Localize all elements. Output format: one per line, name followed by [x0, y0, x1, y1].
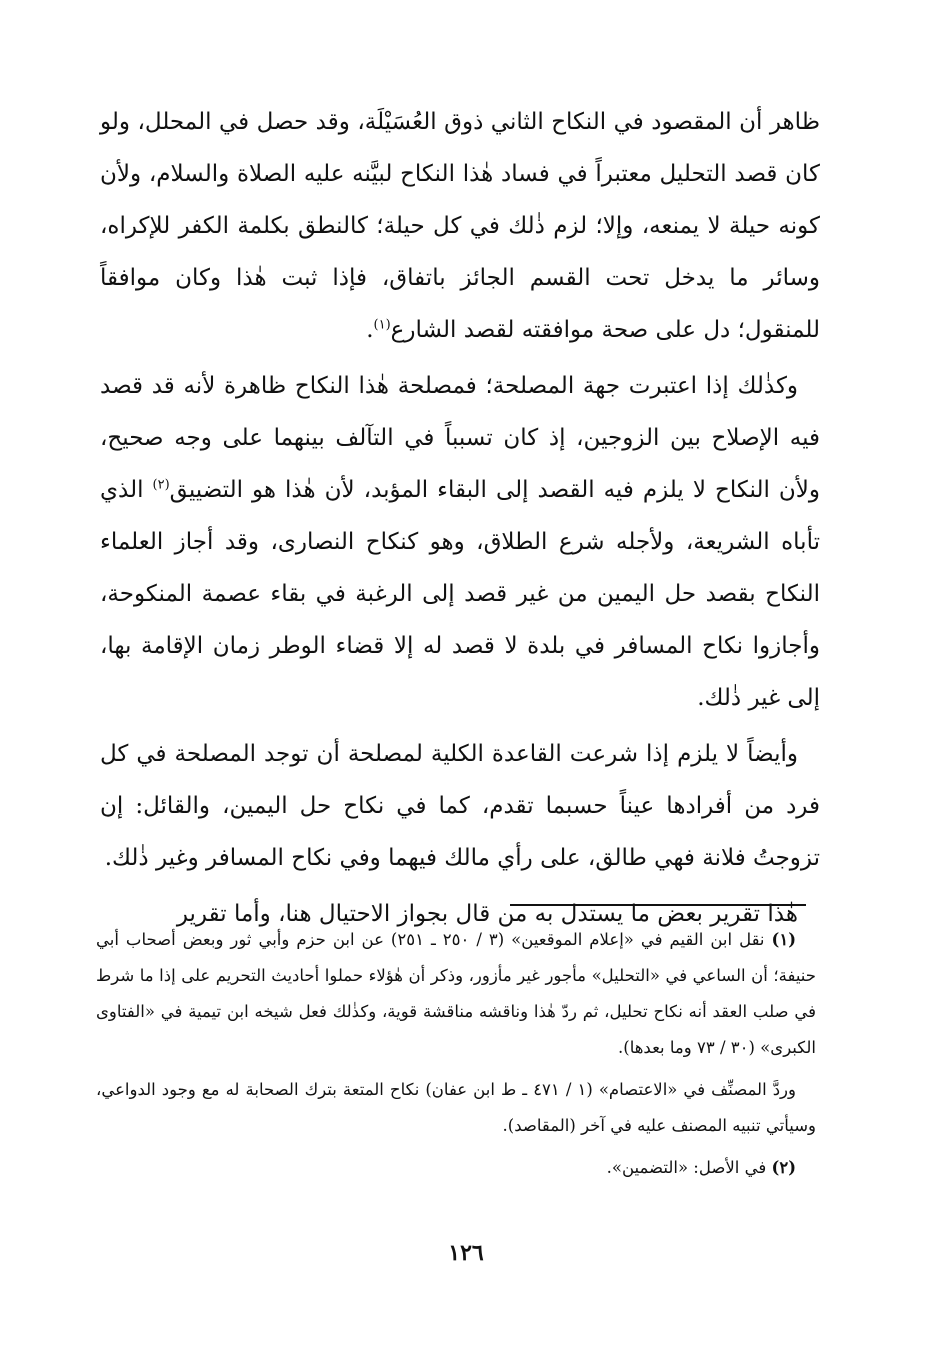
page-number: ١٢٦ [448, 1240, 484, 1266]
paragraph-1 [100, 96, 820, 356]
paragraph-2 [100, 360, 820, 724]
footnote-reference: (١) [373, 317, 391, 333]
footnote-label: (٢) [771, 1158, 796, 1177]
paragraph-text-end: الذي تأباه الشريعة، ولأجله شرع الطلاق، وهو كنكاح النصارى، وقد أجاز العلماء النكاح بقصد حل اليمين من غير قصد إلى الرغبة في بقاء عصمة المنكوحة، وأجازوا نكاح المسافر في بلدة لا قصد له إلا قضاء الوطر زمان الإقامة بها، إلى غير ذٰلك. [100, 477, 820, 711]
paragraph-text-end: . [366, 317, 374, 343]
footnote-reference: (٢) [152, 477, 170, 493]
footnote-text: نقل ابن القيم في «إعلام الموقعين» (٣ / ٢٥٠ ـ ٢٥١) عن ابن حزم وأبي ثور وبعض أصحاب أبي حنيفة؛ أن الساعي في «التحليل» مأجور غير مأزور، وذكر أن هٰؤلاء حملوا أحاديث التحريم على إذا ما شرط في صلب العقد أنه نكاح تحليل، ثم ردّ هٰذا وناقشه مناقشة قوية، وكذٰلك فعل شيخه ابن تيمية في «الفتاوى الكبرى» (٣٠ / ٧٣ وما بعدها). [96, 930, 816, 1057]
paragraph-text: وأيضاً لا يلزم إذا شرعت القاعدة الكلية لمصلحة أن توجد المصلحة في كل فرد من أفرادها عيناً حسبما تقدم، كما في نكاح حل اليمين، والقائل: إن تزوجتُ فلانة فهي طالق، على رأي مالك فيهما وفي نكاح المسافر وغير ذٰلك. [100, 741, 820, 871]
main-text-block [100, 96, 820, 944]
footnote-2 [96, 1150, 816, 1186]
footnote-1-continued [96, 1072, 816, 1144]
paragraph-text: وكذٰلك إذا اعتبرت جهة المصلحة؛ فمصلحة هٰذا النكاح ظاهرة لأنه قد قصد فيه الإصلاح بين الزوجين، إذ كان تسبباً في التآلف بينهما على وجه صحيح، ولأن النكاح لا يلزم فيه القصد إلى البقاء المؤبد، لأن هٰذا هو التضييق [100, 373, 820, 503]
footnote-label: (١) [771, 930, 796, 949]
footnote-text: وردَّ المصنِّف في «الاعتصام» (١ / ٤٧١ ـ ط ابن عفان) نكاح المتعة بترك الصحابة له مع وجود الدواعي، وسيأتي تنبيه المصنف عليه في آخر (المقاصد). [96, 1080, 816, 1135]
paragraph-text: هٰذا تقرير بعض ما يستدل به من قال بجواز الاحتيال هنا، وأما تقرير [176, 901, 798, 927]
footnote-separator [510, 904, 806, 906]
footnote-1 [96, 922, 816, 1066]
paragraph-3 [100, 728, 820, 884]
footnotes-block [96, 922, 816, 1192]
paragraph-text: ظاهر أن المقصود في النكاح الثاني ذوق العُسَيْلَة، وقد حصل في المحلل، ولو كان قصد التحليل معتبراً في فساد هٰذا النكاح لبيَّنه عليه الصلاة والسلام، ولأن كونه حيلة لا يمنعه، وإلا؛ لزم ذٰلك في كل حيلة؛ كالنطق بكلمة الكفر للإكراه، وسائر ما يدخل تحت القسم الجائز باتفاق، فإذا ثبت هٰذا وكان موافقاً للمنقول؛ دل على صحة موافقته لقصد الشارع [100, 109, 820, 343]
footnote-text: في الأصل: «التضمين». [606, 1158, 772, 1177]
